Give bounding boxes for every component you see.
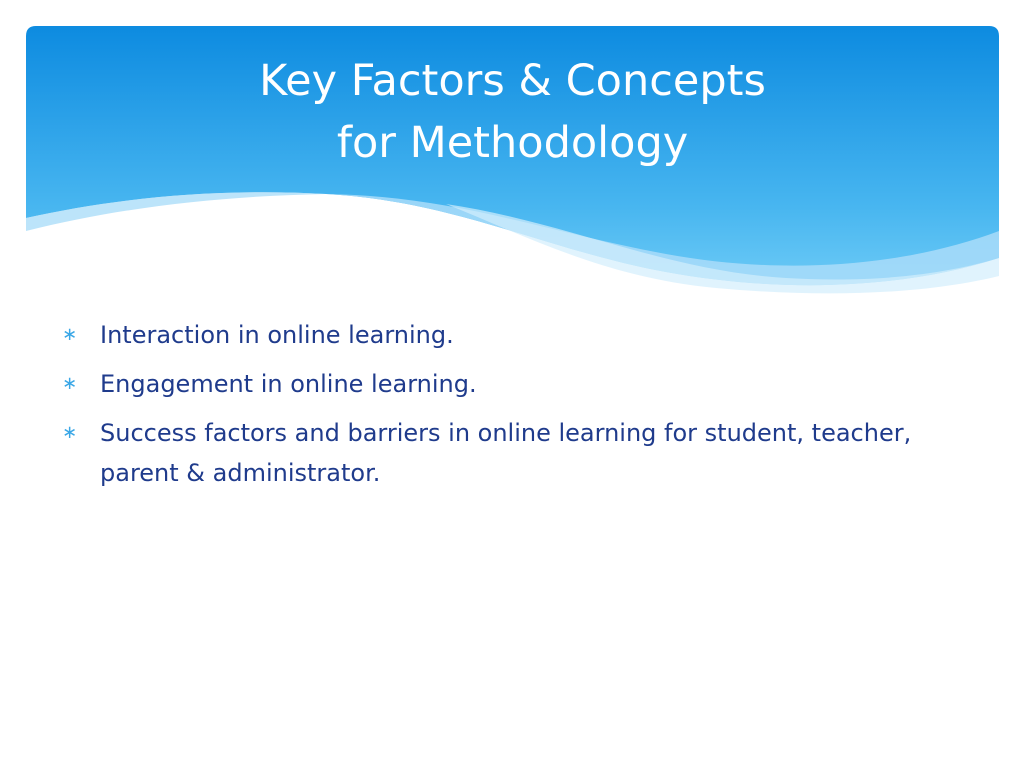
bullet-item <box>62 364 962 404</box>
bullet-item <box>62 413 962 493</box>
title-line-2: for Methodology <box>336 118 689 168</box>
bullet-item <box>62 315 962 355</box>
title-line-1: Key Factors & Concepts <box>259 56 766 106</box>
bullet-text: Engagement in online learning. <box>100 370 477 398</box>
asterisk-bullet-icon: ∗ <box>62 324 78 345</box>
asterisk-bullet-icon: ∗ <box>62 422 78 443</box>
bullet-text: Interaction in online learning. <box>100 321 454 349</box>
asterisk-bullet-icon: ∗ <box>62 373 78 394</box>
bullet-text: Success factors and barriers in online learning for student, teacher, parent & administrator. <box>100 419 912 487</box>
bullet-list <box>62 315 962 502</box>
slide-title <box>26 50 999 174</box>
